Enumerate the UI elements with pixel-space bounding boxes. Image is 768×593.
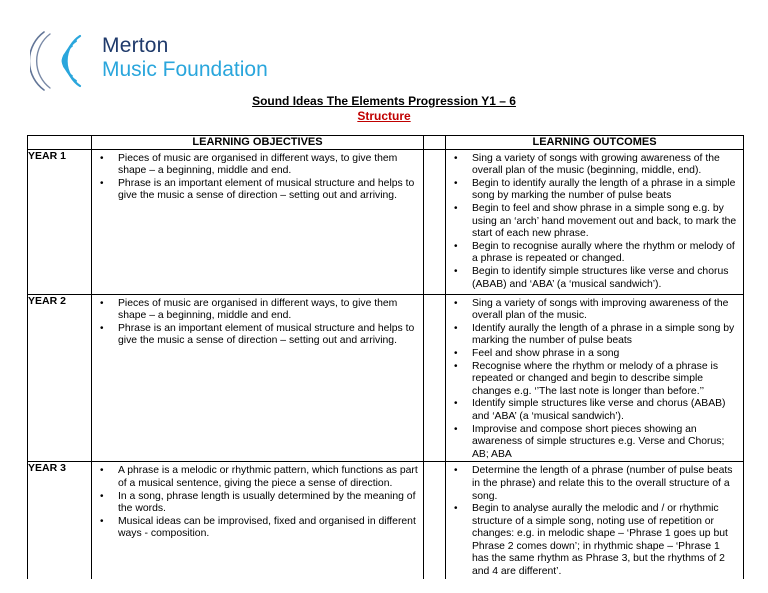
list-item: • Identify aurally the length of a phrase in a simple song by marking the number of pulse beats	[472, 323, 739, 348]
header-learning-objectives: LEARNING OBJECTIVES	[92, 136, 424, 150]
year-label: YEAR 2	[28, 294, 92, 462]
outcomes-cell	[446, 294, 744, 462]
table-row	[28, 294, 744, 462]
list-item: • Begin to analyse aurally the melodic and / or rhythmic structure of a simple song, noting use of repetition or changes: e.g. in melodic shape – ‘Phrase 1 goes up but Phrase 2 comes down’; in rhythmic shape – ‘Phrase 1 has the same rhythm as Phrase 3, but the rhythms of 2 and 4 are different’.	[472, 503, 739, 579]
objectives-cell	[92, 149, 424, 294]
list-item: • Determine the length of a phrase (number of pulse beats in the phrase) and relate this to the overall structure of a song.	[472, 465, 739, 503]
list-item: • Begin to feel and show phrase in a simple song e.g. by using an ‘arch’ hand movement out and back, to mark the start of each new phrase.	[472, 203, 739, 241]
list-item: • Sing a variety of songs with improving awareness of the overall plan of the music.	[472, 298, 739, 323]
year-label: YEAR 3	[28, 462, 92, 579]
objectives-cell	[92, 294, 424, 462]
sound-wave-icon	[30, 28, 100, 94]
table-row	[28, 149, 744, 294]
header-spacer	[424, 136, 446, 150]
progression-table	[27, 135, 744, 579]
outcomes-cell	[446, 149, 744, 294]
list-item: • In a song, phrase length is usually determined by the meaning of the words.	[118, 491, 419, 516]
outcomes-cell	[446, 462, 744, 579]
list-item: • Begin to identify aurally the length of a phrase in a simple song by marking the number of pulse beats	[472, 178, 739, 203]
list-item: • A phrase is a melodic or rhythmic pattern, which functions as part of a musical sentence, giving the piece a sense of direction.	[118, 465, 419, 490]
spacer-cell	[424, 294, 446, 462]
document-subtitle: Structure	[357, 109, 411, 123]
document-title: Sound Ideas The Elements Progression Y1 – 6	[252, 94, 516, 108]
merton-logo	[30, 28, 268, 94]
list-item: • Recognise where the rhythm or melody of a phrase is repeated or changed and begin to describe simple changes e.g. ‘’The last note is longer than before.’’	[472, 361, 739, 399]
table-header-row	[28, 136, 744, 150]
logo-title: Merton	[102, 34, 169, 57]
objectives-cell	[92, 462, 424, 579]
list-item: • Pieces of music are organised in different ways, to give them shape – a beginning, middle and end.	[118, 153, 419, 178]
list-item: • Begin to identify simple structures like verse and chorus (ABAB) and ‘ABA’ (a ‘musical sandwich’).	[472, 266, 739, 291]
list-item: • Begin to recognise aurally where the rhythm or melody of a phrase is repeated or changed.	[472, 241, 739, 266]
list-item: • Improvise and compose short pieces showing an awareness of simple structures e.g. Verse and Chorus; AB; ABA	[472, 424, 739, 462]
list-item: • Phrase is an important element of musical structure and helps to give the music a sense of direction – setting out and arriving.	[118, 323, 419, 348]
table-row	[28, 462, 744, 579]
list-item: • Musical ideas can be improvised, fixed and organised in different ways - composition.	[118, 516, 419, 541]
spacer-cell	[424, 462, 446, 579]
spacer-cell	[424, 149, 446, 294]
logo-subtitle: Music Foundation	[102, 58, 268, 81]
list-item: • Identify simple structures like verse and chorus (ABAB) and ‘ABA’ (a ‘musical sandwich’).	[472, 398, 739, 423]
header-year	[28, 136, 92, 150]
list-item: • Phrase is an important element of musical structure and helps to give the music a sense of direction – setting out and arriving.	[118, 178, 419, 203]
list-item: • Pieces of music are organised in different ways, to give them shape – a beginning, middle and end.	[118, 298, 419, 323]
list-item: • Feel and show phrase in a song	[472, 348, 739, 361]
year-label: YEAR 1	[28, 149, 92, 294]
header-learning-outcomes: LEARNING OUTCOMES	[446, 136, 744, 150]
list-item: • Sing a variety of songs with growing awareness of the overall plan of the music (beginning, middle, end).	[472, 153, 739, 178]
